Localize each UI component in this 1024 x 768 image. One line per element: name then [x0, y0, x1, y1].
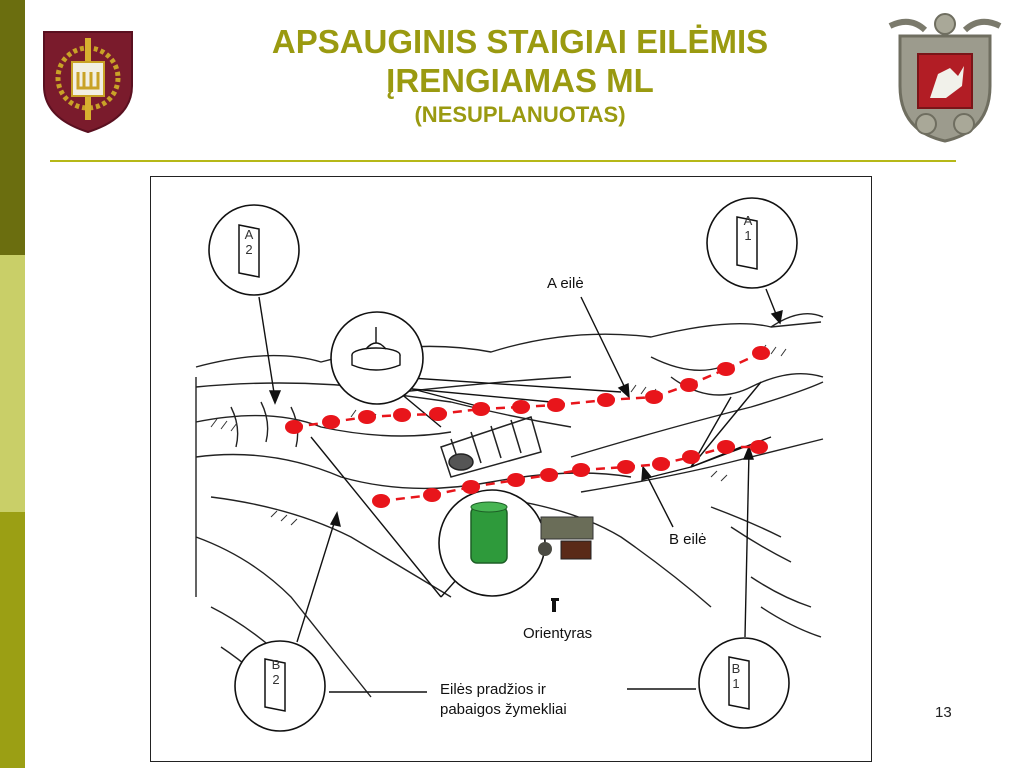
row-b-mine — [717, 440, 735, 454]
row-a-mine — [645, 390, 663, 404]
terrain-drawing — [151, 177, 873, 763]
marker-a2-number: 2 — [245, 242, 253, 257]
page-number: 13 — [935, 704, 952, 721]
title-line-1: APSAUGINIS STAIGIAI EILĖMIS — [271, 23, 769, 60]
label-row-a: A eilė — [547, 275, 584, 292]
slide-title — [170, 22, 870, 130]
row-a-mine — [680, 378, 698, 392]
row-b-mine — [462, 480, 480, 494]
minefield-illustration — [150, 176, 872, 762]
mine-row-b — [372, 440, 768, 508]
label-markers-line-1: Eilės pradžios ir — [440, 681, 546, 698]
row-b-mine — [507, 473, 525, 487]
landmark-icon — [551, 598, 559, 612]
title-subtitle: (NESUPLANUOTAS) — [414, 102, 626, 127]
marker-a1-letter: A — [743, 213, 753, 228]
row-a-mine — [597, 393, 615, 407]
row-b-mine — [572, 463, 590, 477]
row-a-mine — [512, 400, 530, 414]
marker-a1-number: 1 — [744, 228, 752, 243]
marker-a1-text — [741, 213, 755, 243]
row-b-mine — [540, 468, 558, 482]
bridge-icon — [441, 417, 541, 477]
sidebar-segment-bottom — [0, 512, 25, 768]
sidebar-segment-middle — [0, 255, 25, 512]
right-emblem-icon — [880, 6, 1010, 146]
marker-a2-text — [242, 227, 256, 257]
row-a-mine — [393, 408, 411, 422]
marker-b2-number: 2 — [272, 672, 280, 687]
title-divider — [50, 160, 956, 162]
row-a-mine — [752, 346, 770, 360]
label-row-b: B eilė — [669, 531, 707, 548]
row-b-mine — [617, 460, 635, 474]
row-a-mine — [717, 362, 735, 376]
row-b-mine — [372, 494, 390, 508]
row-a-mine — [285, 420, 303, 434]
left-emblem-icon — [40, 28, 136, 134]
marker-b1-text — [729, 661, 743, 691]
marker-a2-letter: A — [244, 227, 254, 242]
slide-sidebar — [0, 0, 25, 768]
row-a-mine — [472, 402, 490, 416]
marker-b2-text — [269, 657, 283, 687]
label-markers-line-2: pabaigos žymekliai — [440, 701, 567, 718]
row-b-mine — [682, 450, 700, 464]
sidebar-segment-top — [0, 0, 25, 255]
row-a-mine — [429, 407, 447, 421]
label-landmark: Orientyras — [523, 625, 593, 642]
row-b-mine — [750, 440, 768, 454]
label-markers — [440, 680, 567, 720]
marker-b1-number: 1 — [732, 676, 740, 691]
row-b-mine — [652, 457, 670, 471]
title-line-2: ĮRENGIAMAS ML — [386, 62, 654, 99]
row-a-mine — [358, 410, 376, 424]
marker-b2-letter: B — [271, 657, 281, 672]
row-b-mine — [423, 488, 441, 502]
row-a-mine — [322, 415, 340, 429]
marker-b1-letter: B — [731, 661, 741, 676]
row-a-mine — [547, 398, 565, 412]
